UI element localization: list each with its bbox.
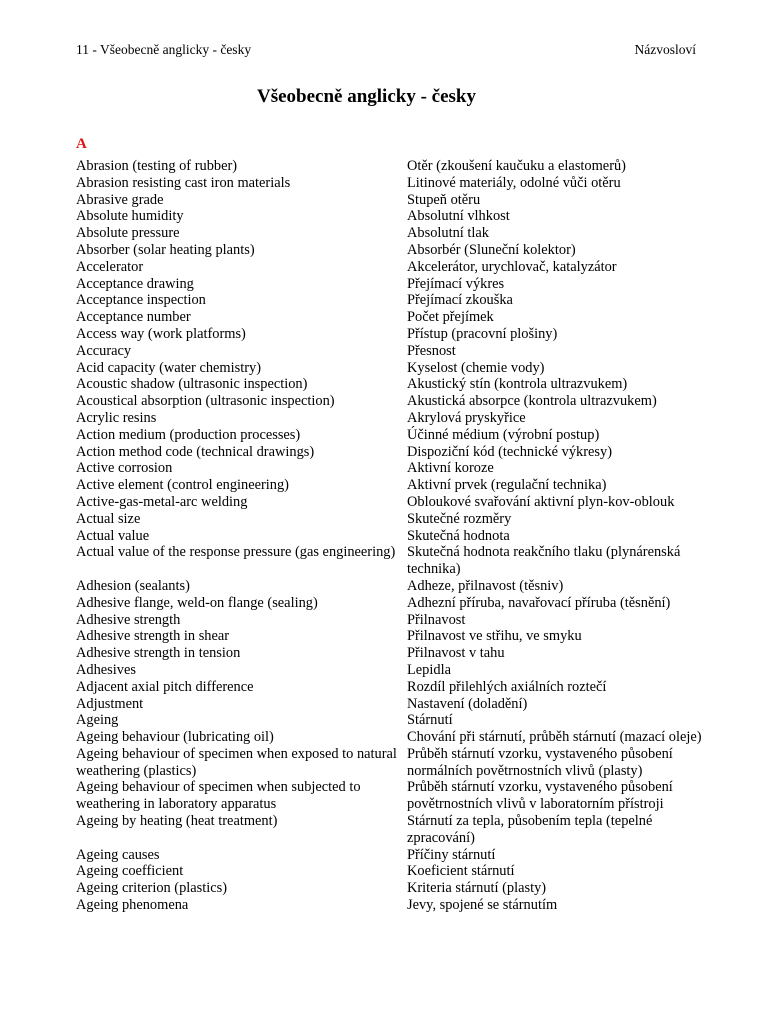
- glossary-row: [76, 595, 716, 612]
- term-english: Acceptance inspection: [76, 292, 206, 309]
- term-english: Absorber (solar heating plants): [76, 241, 255, 258]
- term-english: Absolute pressure: [76, 225, 180, 242]
- term-english: Ageing phenomena: [76, 897, 189, 914]
- glossary-row: [76, 175, 716, 192]
- glossary-row: [76, 511, 716, 528]
- term-czech: Skutečná hodnota: [407, 527, 510, 544]
- term-english: Action method code (technical drawings): [76, 443, 315, 460]
- term-czech: Příčiny stárnutí: [407, 846, 496, 863]
- term-czech: Kyselost (chemie vody): [407, 359, 545, 376]
- term-czech: Přejímací výkres: [407, 275, 505, 292]
- glossary-row: [76, 242, 716, 259]
- term-english: Abrasion (testing of rubber): [76, 158, 238, 174]
- term-czech: Nastavení (doladění): [407, 695, 528, 712]
- term-english: Adjustment: [76, 695, 144, 712]
- glossary-row: [76, 158, 716, 175]
- term-english: Active-gas-metal-arc welding: [76, 493, 248, 510]
- glossary-row: [76, 847, 716, 864]
- term-czech: Aktivní prvek (regulační technika): [407, 477, 607, 494]
- glossary-row: [76, 729, 716, 746]
- term-english: Active element (control engineering): [76, 477, 289, 494]
- term-english: Acceptance drawing: [76, 275, 194, 292]
- term-english: Acceptance number: [76, 309, 191, 326]
- glossary-row: [76, 746, 716, 780]
- term-english: Adhesive strength in tension: [76, 645, 241, 662]
- glossary-row: [76, 813, 716, 847]
- glossary-row: [76, 528, 716, 545]
- glossary-row: [76, 410, 716, 427]
- term-czech: Průběh stárnutí vzorku, vystaveného působení povětrnostních vlivů v laboratorním přístroji: [407, 779, 673, 813]
- term-czech: Přilnavost v tahu: [407, 645, 505, 662]
- term-english: Ageing behaviour of specimen when exposed to natural weathering (plastics): [76, 745, 397, 779]
- glossary-row: [76, 712, 716, 729]
- term-english: Accuracy: [76, 342, 132, 359]
- term-czech: Aktivní koroze: [407, 460, 494, 477]
- glossary-row: [76, 192, 716, 209]
- term-english: Adhesive strength: [76, 611, 181, 628]
- glossary-row: [76, 376, 716, 393]
- term-english: Ageing behaviour of specimen when subjected to weathering in laboratory apparatus: [76, 779, 361, 813]
- term-czech: Skutečná hodnota reakčního tlaku (plynárenská technika): [407, 544, 681, 578]
- term-czech: Absolutní vlhkost: [407, 208, 510, 225]
- term-english: Actual value of the response pressure (gas engineering): [76, 544, 396, 561]
- term-english: Adhesive strength in shear: [76, 628, 230, 645]
- glossary-row: [76, 578, 716, 595]
- term-czech: Přístup (pracovní plošiny): [407, 325, 558, 342]
- term-czech: Lepidla: [407, 661, 451, 678]
- term-english: Adhesives: [76, 661, 136, 678]
- term-english: Ageing behaviour (lubricating oil): [76, 729, 274, 746]
- term-english: Absolute humidity: [76, 208, 184, 225]
- glossary-row: [76, 696, 716, 713]
- term-english: Accelerator: [76, 258, 144, 275]
- glossary-row: [76, 427, 716, 444]
- term-czech: Přesnost: [407, 342, 456, 359]
- glossary-row: [76, 259, 716, 276]
- term-english: Access way (work platforms): [76, 325, 246, 342]
- term-english: Abrasive grade: [76, 191, 164, 208]
- term-czech: Obloukové svařování aktivní plyn-kov-oblouk: [407, 493, 675, 510]
- term-czech: Absorbér (Sluneční kolektor): [407, 241, 576, 258]
- term-czech: Adhezní příruba, navařovací příruba (těsnění): [407, 594, 671, 611]
- term-czech: Akustická absorpce (kontrola ultrazvukem): [407, 393, 657, 410]
- term-english: Acid capacity (water chemistry): [76, 359, 261, 376]
- glossary-row: [76, 225, 716, 242]
- term-english: Acoustic shadow (ultrasonic inspection): [76, 376, 308, 393]
- term-czech: Koeficient stárnutí: [407, 863, 515, 880]
- term-czech: Otěr (zkoušení kaučuku a elastomerů): [407, 158, 626, 174]
- term-english: Action medium (production processes): [76, 426, 301, 443]
- term-czech: Průběh stárnutí vzorku, vystaveného působení normálních povětrnostních vlivů (plasty): [407, 745, 673, 779]
- term-czech: Akrylová pryskyřice: [407, 409, 526, 426]
- glossary-row: [76, 494, 716, 511]
- term-czech: Stárnutí: [407, 712, 453, 729]
- glossary-row: [76, 292, 716, 309]
- glossary-row: [76, 897, 716, 914]
- term-czech: Skutečné rozměry: [407, 510, 512, 527]
- glossary-row: [76, 662, 716, 679]
- glossary-list: [76, 158, 716, 914]
- glossary-row: [76, 628, 716, 645]
- term-czech: Akustický stín (kontrola ultrazvukem): [407, 376, 628, 393]
- term-english: Adhesive flange, weld-on flange (sealing): [76, 594, 318, 611]
- term-english: Acrylic resins: [76, 409, 157, 426]
- term-english: Ageing: [76, 712, 119, 729]
- glossary-row: [76, 779, 716, 813]
- term-czech: Akcelerátor, urychlovač, katalyzátor: [407, 258, 617, 275]
- glossary-row: [76, 612, 716, 629]
- glossary-row: [76, 645, 716, 662]
- term-english: Ageing by heating (heat treatment): [76, 813, 278, 830]
- term-english: Ageing causes: [76, 846, 160, 863]
- term-english: Adjacent axial pitch difference: [76, 678, 254, 695]
- term-czech: Rozdíl přilehlých axiálních roztečí: [407, 678, 607, 695]
- section-letter: A: [76, 136, 87, 152]
- term-english: Acoustical absorption (ultrasonic inspection): [76, 393, 335, 410]
- term-czech: Přejímací zkouška: [407, 292, 513, 309]
- glossary-row: [76, 326, 716, 343]
- term-english: Ageing criterion (plastics): [76, 880, 228, 897]
- page-title: Všeobecně anglicky - česky: [256, 86, 476, 107]
- glossary-row: [76, 360, 716, 377]
- term-czech: Chování při stárnutí, průběh stárnutí (mazací oleje): [407, 729, 702, 746]
- glossary-row: [76, 880, 716, 897]
- glossary-row: [76, 863, 716, 880]
- glossary-row: [76, 208, 716, 225]
- glossary-row: [76, 393, 716, 410]
- term-czech: Stárnutí za tepla, působením tepla (tepelné zpracování): [407, 813, 653, 846]
- term-czech: Stupeň otěru: [407, 191, 481, 208]
- term-czech: Litinové materiály, odolné vůči otěru: [407, 174, 621, 191]
- term-english: Active corrosion: [76, 460, 173, 477]
- term-english: Actual value: [76, 527, 150, 544]
- term-czech: Adheze, přilnavost (těsniv): [407, 577, 564, 594]
- term-czech: Dispoziční kód (technické výkresy): [407, 443, 613, 460]
- glossary-row: [76, 477, 716, 494]
- term-english: Actual size: [76, 510, 141, 527]
- glossary-row: [76, 460, 716, 477]
- term-czech: Účinné médium (výrobní postup): [407, 426, 600, 443]
- header-left: 11 - Všeobecně anglicky - česky: [76, 42, 252, 57]
- term-czech: Počet přejímek: [407, 309, 494, 326]
- term-czech: Přilnavost: [407, 611, 466, 628]
- term-english: Abrasion resisting cast iron materials: [76, 174, 291, 191]
- term-czech: Přilnavost ve střihu, ve smyku: [407, 628, 582, 645]
- header-right: Názvosloví: [634, 42, 696, 57]
- term-czech: Jevy, spojené se stárnutím: [407, 897, 558, 914]
- term-czech: Kriteria stárnutí (plasty): [407, 880, 547, 897]
- glossary-row: [76, 544, 716, 578]
- term-english: Adhesion (sealants): [76, 577, 190, 594]
- glossary-row: [76, 309, 716, 326]
- glossary-row: [76, 343, 716, 360]
- glossary-row: [76, 679, 716, 696]
- glossary-row: [76, 276, 716, 293]
- glossary-row: [76, 444, 716, 461]
- term-english: Ageing coefficient: [76, 863, 184, 880]
- term-czech: Absolutní tlak: [407, 225, 489, 242]
